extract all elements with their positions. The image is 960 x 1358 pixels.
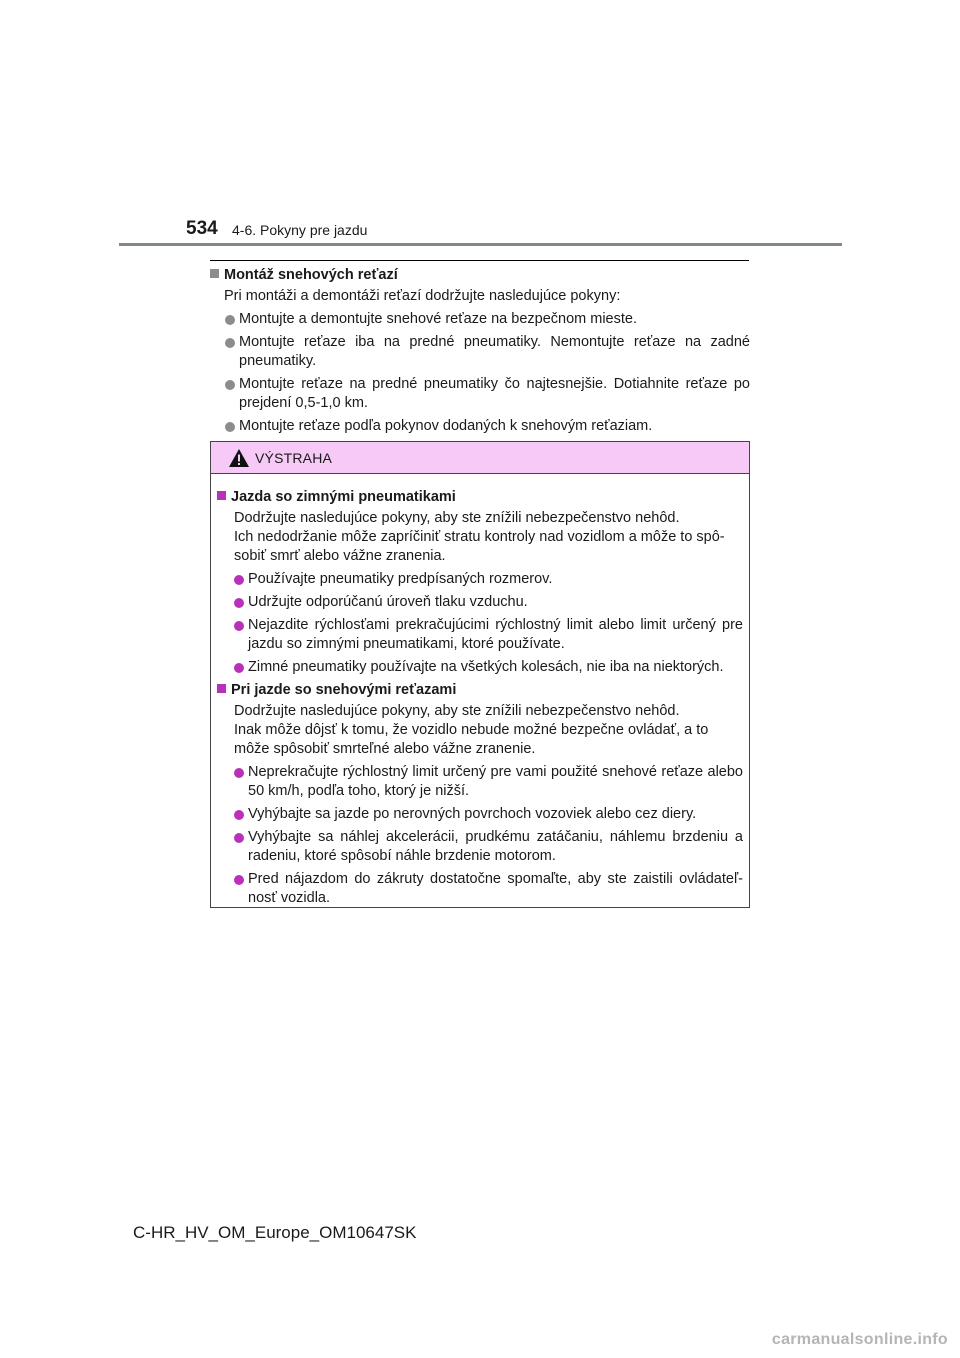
list-item: Vyhýbajte sa jazde po nerovných povrchoch vozoviek alebo cez diery.	[217, 805, 743, 824]
section-heading-text: Montáž snehových reťazí	[224, 267, 398, 283]
warning-label: VÝSTRAHA	[255, 449, 333, 466]
bullet-dot-icon	[234, 875, 244, 885]
bullet-dot-icon	[234, 621, 244, 631]
section-intro: Dodržujte nasledujúce pokyny, aby ste znížili nebezpečenstvo nehôd.	[234, 510, 680, 526]
bullet-list	[217, 570, 743, 677]
main-content	[210, 266, 750, 440]
header-rule	[119, 243, 842, 246]
section-heading-text: Pri jazde so snehovými reťazami	[231, 682, 457, 698]
section-intro: Ich nedodržanie môže zapríčiniť stratu kontroly nad vozidlom a môže to spô-sobiť smrť alebo vážne zranenia.	[234, 529, 725, 564]
list-item: Používajte pneumatiky predpísaných rozmerov.	[217, 570, 743, 589]
bullet-dot-icon	[225, 380, 235, 390]
bullet-list	[210, 310, 750, 436]
snow-chains-driving-section	[217, 681, 743, 908]
section-heading	[217, 681, 743, 700]
bullet-dot-icon	[234, 810, 244, 820]
list-item: Pred nájazdom do zákruty dostatočne spomaľte, aby ste zaistili ovládateľ-nosť vozidla.	[217, 870, 743, 908]
list-item: Montujte reťaze podľa pokynov dodaných k snehovým reťaziam.	[210, 417, 750, 436]
bullet-dot-icon	[234, 663, 244, 673]
list-item: Zimné pneumatiky používajte na všetkých kolesách, nie iba na niektorých.	[217, 658, 743, 677]
watermark: carmanualsonline.info	[771, 1331, 948, 1348]
section-heading	[210, 266, 750, 285]
list-item: Montujte reťaze iba na predné pneumatiky. Nemontujte reťaze na zadné pneumatiky.	[210, 333, 750, 371]
section-intro: Dodržujte nasledujúce pokyny, aby ste znížili nebezpečenstvo nehôd.	[234, 703, 680, 719]
footer-doc-id: C-HR_HV_OM_Europe_OM10647SK	[133, 1223, 417, 1242]
section-heading-text: Jazda so zimnými pneumatikami	[231, 489, 456, 505]
bullet-dot-icon	[225, 338, 235, 348]
content-rule	[210, 260, 749, 261]
bullet-dot-icon	[225, 315, 235, 325]
list-item: Montujte reťaze na predné pneumatiky čo najtesnejšie. Dotiahnite reťaze po prejdení 0,5-1,0 km.	[210, 375, 750, 413]
winter-tires-section	[217, 488, 743, 677]
warning-header	[211, 442, 749, 474]
bullet-list	[217, 763, 743, 908]
square-bullet-icon	[210, 269, 219, 278]
snow-chains-section	[210, 266, 750, 436]
page-number: 534	[186, 218, 218, 239]
bullet-dot-icon	[234, 598, 244, 608]
warning-body	[211, 474, 749, 908]
square-bullet-icon	[217, 684, 226, 693]
section-heading	[217, 488, 743, 507]
warning-box	[210, 441, 750, 908]
bullet-dot-icon	[225, 422, 235, 432]
bullet-dot-icon	[234, 768, 244, 778]
square-bullet-icon	[217, 491, 226, 500]
list-item: Neprekračujte rýchlostný limit určený pre vami použité snehové reťaze alebo 50 km/h, podľa toho, ktorý je nižší.	[217, 763, 743, 801]
section-intro: Pri montáži a demontáži reťazí dodržujte nasledujúce pokyny:	[224, 288, 621, 304]
bullet-dot-icon	[234, 833, 244, 843]
list-item: Montujte a demontujte snehové reťaze na bezpečnom mieste.	[210, 310, 750, 329]
list-item: Udržujte odporúčanú úroveň tlaku vzduchu.	[217, 593, 743, 612]
section-title: 4-6. Pokyny pre jazdu	[232, 222, 368, 238]
bullet-dot-icon	[234, 575, 244, 585]
list-item: Nejazdite rýchlosťami prekračujúcimi rýchlostný limit alebo limit určený pre jazdu so zimnými pneumatikami, ktoré používate.	[217, 616, 743, 654]
section-intro: Inak môže dôjsť k tomu, že vozidlo nebude možné bezpečne ovládať, a to môže spôsobiť smrteľné alebo vážne zranenie.	[234, 722, 709, 757]
list-item: Vyhýbajte sa náhlej akcelerácii, prudkému zatáčaniu, náhlemu brzdeniu a radeniu, ktoré spôsobí náhle brzdenie motorom.	[217, 828, 743, 866]
warning-triangle-icon	[228, 448, 250, 468]
